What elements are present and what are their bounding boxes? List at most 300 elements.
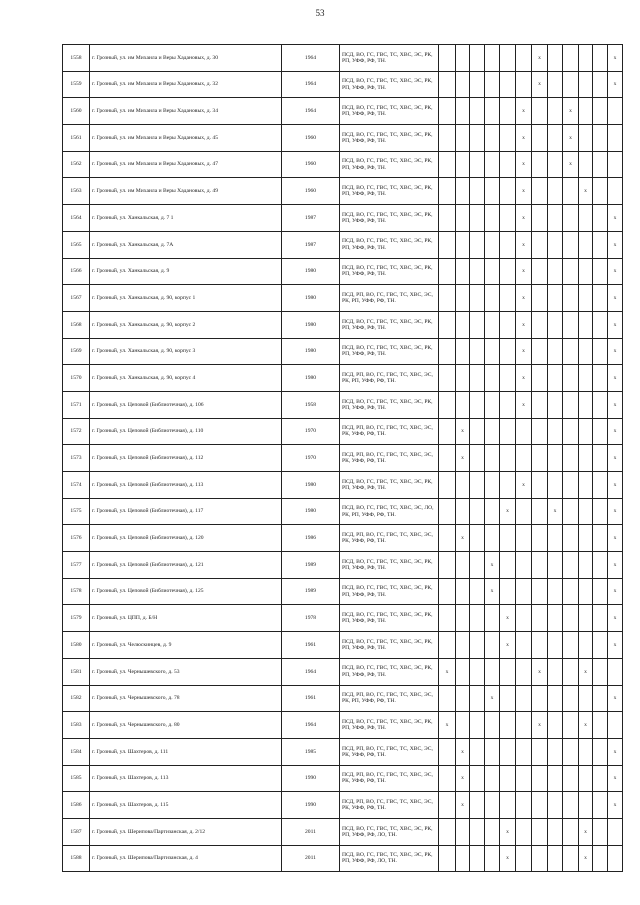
mark-cell xyxy=(439,472,456,499)
mark-cell xyxy=(470,205,485,232)
table-row xyxy=(63,98,623,125)
works-list-cell: ПСД, ВО, ГС, ГВС, ТС, ХВС, ЭС, РК, РП, УФФ, РФ, ТН. xyxy=(340,472,439,499)
mark-cell xyxy=(470,632,485,659)
mark-cell xyxy=(516,311,532,338)
works-list-cell: ПСД, ВО, ГС, ГВС, ТС, ХВС, ЭС, РК, РП, УФФ, РФ, ЛО, ТН. xyxy=(340,818,439,845)
mark-cell xyxy=(439,658,456,685)
mark-cell xyxy=(456,285,470,312)
mark-cell xyxy=(608,258,623,285)
x-mark: x xyxy=(522,214,525,221)
mark-cell xyxy=(579,151,593,178)
mark-cell xyxy=(439,338,456,365)
mark-cell xyxy=(608,285,623,312)
mark-cell xyxy=(579,632,593,659)
table-row xyxy=(63,125,623,152)
mark-cell xyxy=(516,338,532,365)
mark-cell xyxy=(563,391,579,418)
mark-cell xyxy=(593,738,608,765)
mark-cell xyxy=(485,45,500,72)
x-mark: x xyxy=(522,241,525,248)
works-list-cell: ПСД, РП, ВО, ГС, ГВС, ТС, ХВС, ЭС, РК, УФФ, РФ, ТН. xyxy=(340,765,439,792)
mark-cell xyxy=(516,178,532,205)
x-mark: x xyxy=(490,561,494,568)
address-cell: г. Грозный, ул. Ханкальская, д. 7 1 xyxy=(90,205,282,232)
mark-cell xyxy=(593,205,608,232)
mark-cell xyxy=(456,365,470,392)
x-mark: x xyxy=(613,455,617,462)
mark-cell xyxy=(485,71,500,98)
works-list-cell: ПСД, РП, ВО, ГС, ГВС, ТС, ХВС, ЭС, РК, УФФ, РФ, ТН. xyxy=(340,418,439,445)
address-cell: г. Грозный, ул. Ханкальская, д. 90, корпус 4 xyxy=(90,365,282,392)
mark-cell xyxy=(579,712,593,739)
mark-cell xyxy=(470,712,485,739)
address-cell: г. Грозный, ул. Ханкальская, д. 7А xyxy=(90,231,282,258)
mark-cell xyxy=(563,685,579,712)
row-number-cell: 1585 xyxy=(63,765,90,792)
row-number-cell: 1570 xyxy=(63,365,90,392)
x-mark: x xyxy=(553,508,557,515)
mark-cell xyxy=(485,552,500,579)
works-list-cell: ПСД, ВО, ГС, ГВС, ТС, ХВС, ЭС, РК, РП, УФФ, РФ, ТН. xyxy=(340,605,439,632)
address-cell: г. Грозный, ул. Чернышевского, д. 53 xyxy=(90,658,282,685)
mark-cell xyxy=(548,311,563,338)
mark-cell xyxy=(563,632,579,659)
mark-cell xyxy=(563,98,579,125)
mark-cell xyxy=(532,418,548,445)
mark-cell xyxy=(485,178,500,205)
x-mark: x xyxy=(613,588,617,595)
works-list-cell: ПСД, ВО, ГС, ГВС, ТС, ХВС, ЭС, РК, РП, УФФ, РФ, ТН. xyxy=(340,231,439,258)
mark-cell xyxy=(456,338,470,365)
year-built-cell: 1964 xyxy=(282,712,340,739)
mark-cell xyxy=(500,285,516,312)
mark-cell xyxy=(579,578,593,605)
mark-cell xyxy=(593,285,608,312)
year-built-cell: 1980 xyxy=(282,338,340,365)
works-list-cell: ПСД, РП, ВО, ГС, ГВС, ТС, ХВС, ЭС, РК, РП, УФФ, РФ, ТН. xyxy=(340,285,439,312)
mark-cell xyxy=(500,845,516,872)
mark-cell xyxy=(485,98,500,125)
mark-cell xyxy=(532,45,548,72)
x-mark: x xyxy=(613,481,617,488)
mark-cell xyxy=(439,45,456,72)
x-mark: x xyxy=(445,668,449,675)
x-mark: x xyxy=(522,188,525,195)
mark-cell xyxy=(608,365,623,392)
mark-cell xyxy=(532,712,548,739)
row-number-cell: 1582 xyxy=(63,685,90,712)
mark-cell xyxy=(579,845,593,872)
mark-cell xyxy=(470,498,485,525)
mark-cell xyxy=(485,765,500,792)
mark-cell xyxy=(532,498,548,525)
mark-cell xyxy=(579,525,593,552)
year-built-cell: 1960 xyxy=(282,151,340,178)
mark-cell xyxy=(456,472,470,499)
year-built-cell: 1958 xyxy=(282,391,340,418)
mark-cell xyxy=(516,151,532,178)
address-cell: г. Грозный, ул. Цеповой (Библиотечная), д. 120 xyxy=(90,525,282,552)
mark-cell xyxy=(532,178,548,205)
mark-cell xyxy=(563,311,579,338)
mark-cell xyxy=(563,845,579,872)
mark-cell xyxy=(532,445,548,472)
x-mark: x xyxy=(584,828,587,835)
mark-cell xyxy=(593,418,608,445)
mark-cell xyxy=(500,45,516,72)
mark-cell xyxy=(548,712,563,739)
table-row xyxy=(63,552,623,579)
year-built-cell: 1987 xyxy=(282,205,340,232)
works-list-cell: ПСД, ВО, ГС, ГВС, ТС, ХВС, ЭС, РК, РП, УФФ, РФ, ТН. xyxy=(340,125,439,152)
mark-cell xyxy=(608,685,623,712)
x-mark: x xyxy=(613,321,617,328)
address-cell: г. Грозный, ул. Чернышевского, д. 80 xyxy=(90,712,282,739)
mark-cell xyxy=(532,525,548,552)
mark-cell xyxy=(456,605,470,632)
mark-cell xyxy=(516,498,532,525)
mark-cell xyxy=(500,552,516,579)
mark-cell xyxy=(516,605,532,632)
mark-cell xyxy=(532,231,548,258)
mark-cell xyxy=(563,818,579,845)
row-number-cell: 1567 xyxy=(63,285,90,312)
mark-cell xyxy=(516,418,532,445)
mark-cell xyxy=(548,258,563,285)
table-row xyxy=(63,765,623,792)
address-cell: г. Грозный, ул. им Михаила и Веры Хадановых, д. 47 xyxy=(90,151,282,178)
mark-cell xyxy=(548,845,563,872)
mark-cell xyxy=(532,285,548,312)
mark-cell xyxy=(456,45,470,72)
mark-cell xyxy=(470,311,485,338)
works-list-cell: ПСД, ВО, ГС, ГВС, ТС, ХВС, ЭС, РК, РП, УФФ, РФ, ТН. xyxy=(340,45,439,72)
x-mark: x xyxy=(613,241,617,248)
mark-cell xyxy=(593,845,608,872)
year-built-cell: 1980 xyxy=(282,498,340,525)
mark-cell xyxy=(470,258,485,285)
mark-cell xyxy=(500,311,516,338)
mark-cell xyxy=(548,632,563,659)
mark-cell xyxy=(439,765,456,792)
mark-cell xyxy=(608,418,623,445)
mark-cell xyxy=(439,792,456,819)
x-mark: x xyxy=(522,348,525,355)
mark-cell xyxy=(608,311,623,338)
x-mark: x xyxy=(613,535,617,542)
mark-cell xyxy=(470,178,485,205)
mark-cell xyxy=(548,818,563,845)
mark-cell xyxy=(608,845,623,872)
row-number-cell: 1572 xyxy=(63,418,90,445)
year-built-cell: 1961 xyxy=(282,685,340,712)
mark-cell xyxy=(500,205,516,232)
mark-cell xyxy=(593,178,608,205)
x-mark: x xyxy=(613,695,617,702)
mark-cell xyxy=(532,338,548,365)
address-cell: г. Грозный, ул. Цеповой (Библиотечная), д. 113 xyxy=(90,472,282,499)
row-number-cell: 1559 xyxy=(63,71,90,98)
x-mark: x xyxy=(613,214,617,221)
mark-cell xyxy=(593,818,608,845)
mark-cell xyxy=(485,258,500,285)
mark-cell xyxy=(608,738,623,765)
mark-cell xyxy=(439,205,456,232)
x-mark: x xyxy=(461,775,464,782)
mark-cell xyxy=(470,338,485,365)
mark-cell xyxy=(579,205,593,232)
mark-cell xyxy=(439,125,456,152)
mark-cell xyxy=(456,845,470,872)
mark-cell xyxy=(456,231,470,258)
mark-cell xyxy=(485,418,500,445)
mark-cell xyxy=(439,445,456,472)
mark-cell xyxy=(579,178,593,205)
mark-cell xyxy=(516,98,532,125)
works-list-cell: ПСД, РП, ВО, ГС, ГВС, ТС, ХВС, ЭС, РК, УФФ, РФ, ТН. xyxy=(340,525,439,552)
mark-cell xyxy=(516,765,532,792)
year-built-cell: 1986 xyxy=(282,525,340,552)
row-number-cell: 1576 xyxy=(63,525,90,552)
mark-cell xyxy=(563,712,579,739)
mark-cell xyxy=(516,578,532,605)
year-built-cell: 1964 xyxy=(282,71,340,98)
mark-cell xyxy=(439,552,456,579)
mark-cell xyxy=(500,578,516,605)
mark-cell xyxy=(579,552,593,579)
mark-cell xyxy=(470,365,485,392)
mark-cell xyxy=(579,125,593,152)
mark-cell xyxy=(485,632,500,659)
mark-cell xyxy=(516,231,532,258)
x-mark: x xyxy=(613,428,617,435)
mark-cell xyxy=(439,258,456,285)
mark-cell xyxy=(608,125,623,152)
works-list-cell: ПСД, РП, ВО, ГС, ГВС, ТС, ХВС, ЭС, РК, УФФ, РФ, ТН. xyxy=(340,445,439,472)
mark-cell xyxy=(456,445,470,472)
row-number-cell: 1568 xyxy=(63,311,90,338)
x-mark: x xyxy=(613,615,617,622)
works-list-cell: ПСД, РП, ВО, ГС, ГВС, ТС, ХВС, ЭС, РК, УФФ, РФ, ТН. xyxy=(340,792,439,819)
mark-cell xyxy=(439,632,456,659)
mark-cell xyxy=(579,45,593,72)
mark-cell xyxy=(456,632,470,659)
mark-cell xyxy=(593,712,608,739)
address-cell: г. Грозный, ул. Цеповой (Библиотечная), д. 106 xyxy=(90,391,282,418)
year-built-cell: 1989 xyxy=(282,552,340,579)
year-built-cell: 2011 xyxy=(282,845,340,872)
mark-cell xyxy=(593,632,608,659)
address-cell: г. Грозный, ул. им Михаила и Веры Хадановых, д. 34 xyxy=(90,98,282,125)
mark-cell xyxy=(579,792,593,819)
mark-cell xyxy=(579,685,593,712)
x-mark: x xyxy=(613,641,617,648)
mark-cell xyxy=(516,125,532,152)
mark-cell xyxy=(439,605,456,632)
mark-cell xyxy=(456,311,470,338)
mark-cell xyxy=(579,738,593,765)
mark-cell xyxy=(532,391,548,418)
mark-cell xyxy=(500,658,516,685)
mark-cell xyxy=(456,498,470,525)
table-row xyxy=(63,658,623,685)
mark-cell xyxy=(563,338,579,365)
works-list-cell: ПСД, ВО, ГС, ГВС, ТС, ХВС, ЭС, РК, РП, УФФ, РФ, ТН. xyxy=(340,98,439,125)
mark-cell xyxy=(485,818,500,845)
address-cell: г. Грозный, ул. Чернышевского, д. 78 xyxy=(90,685,282,712)
mark-cell xyxy=(439,365,456,392)
mark-cell xyxy=(485,231,500,258)
x-mark: x xyxy=(613,748,617,755)
mark-cell xyxy=(563,605,579,632)
x-mark: x xyxy=(569,108,572,115)
mark-cell xyxy=(439,845,456,872)
mark-cell xyxy=(548,525,563,552)
mark-cell xyxy=(548,285,563,312)
mark-cell xyxy=(500,525,516,552)
table-row xyxy=(63,178,623,205)
mark-cell xyxy=(500,418,516,445)
mark-cell xyxy=(579,765,593,792)
x-mark: x xyxy=(445,721,449,728)
mark-cell xyxy=(593,338,608,365)
table-row xyxy=(63,685,623,712)
mark-cell xyxy=(516,632,532,659)
mark-cell xyxy=(516,525,532,552)
year-built-cell: 1964 xyxy=(282,98,340,125)
mark-cell xyxy=(593,685,608,712)
mark-cell xyxy=(470,285,485,312)
mark-cell xyxy=(593,445,608,472)
mark-cell xyxy=(439,578,456,605)
works-list-cell: ПСД, ВО, ГС, ГВС, ТС, ХВС, ЭС, РК, РП, УФФ, РФ, ТН. xyxy=(340,391,439,418)
row-number-cell: 1575 xyxy=(63,498,90,525)
x-mark: x xyxy=(584,855,587,862)
mark-cell xyxy=(485,658,500,685)
mark-cell xyxy=(548,658,563,685)
mark-cell xyxy=(516,45,532,72)
table-row xyxy=(63,45,623,72)
mark-cell xyxy=(593,605,608,632)
works-list-cell: ПСД, ВО, ГС, ГВС, ТС, ХВС, ЭС, РК, РП, УФФ, РФ, ТН. xyxy=(340,258,439,285)
mark-cell xyxy=(470,45,485,72)
mark-cell xyxy=(485,578,500,605)
mark-cell xyxy=(532,552,548,579)
mark-cell xyxy=(456,71,470,98)
address-cell: г. Грозный, ул. Челюскинцев, д. 9 xyxy=(90,632,282,659)
table-row xyxy=(63,792,623,819)
x-mark: x xyxy=(613,401,617,408)
mark-cell xyxy=(516,658,532,685)
mark-cell xyxy=(548,125,563,152)
mark-cell xyxy=(500,605,516,632)
x-mark: x xyxy=(584,721,587,728)
table-row xyxy=(63,632,623,659)
mark-cell xyxy=(456,578,470,605)
mark-cell xyxy=(548,391,563,418)
mark-cell xyxy=(485,338,500,365)
mark-cell xyxy=(485,498,500,525)
mark-cell xyxy=(439,98,456,125)
mark-cell xyxy=(593,498,608,525)
mark-cell xyxy=(439,418,456,445)
mark-cell xyxy=(470,525,485,552)
year-built-cell: 1980 xyxy=(282,365,340,392)
mark-cell xyxy=(579,98,593,125)
year-built-cell: 1970 xyxy=(282,445,340,472)
mark-cell xyxy=(593,151,608,178)
address-cell: г. Грозный, ул. им Михаила и Веры Хадановых, д. 32 xyxy=(90,71,282,98)
x-mark: x xyxy=(569,161,572,168)
mark-cell xyxy=(470,418,485,445)
mark-cell xyxy=(500,685,516,712)
mark-cell xyxy=(548,765,563,792)
mark-cell xyxy=(548,578,563,605)
mark-cell xyxy=(548,365,563,392)
address-cell: г. Грозный, ул. Цеповой (Библиотечная), д. 121 xyxy=(90,552,282,579)
row-number-cell: 1566 xyxy=(63,258,90,285)
row-number-cell: 1560 xyxy=(63,98,90,125)
mark-cell xyxy=(548,472,563,499)
x-mark: x xyxy=(538,668,541,675)
table-row xyxy=(63,472,623,499)
address-cell: г. Грозный, ул. Шахтеров, д. 115 xyxy=(90,792,282,819)
mark-cell xyxy=(563,258,579,285)
address-cell: г. Грозный, ул. им Михаила и Веры Хадановых, д. 30 xyxy=(90,45,282,72)
mark-cell xyxy=(439,151,456,178)
row-number-cell: 1573 xyxy=(63,445,90,472)
mark-cell xyxy=(470,792,485,819)
mark-cell xyxy=(485,445,500,472)
x-mark: x xyxy=(506,615,509,622)
mark-cell xyxy=(439,178,456,205)
row-number-cell: 1565 xyxy=(63,231,90,258)
mark-cell xyxy=(563,792,579,819)
mark-cell xyxy=(500,71,516,98)
year-built-cell: 1990 xyxy=(282,792,340,819)
mark-cell xyxy=(608,391,623,418)
table-row xyxy=(63,712,623,739)
row-number-cell: 1558 xyxy=(63,45,90,72)
mark-cell xyxy=(485,205,500,232)
row-number-cell: 1569 xyxy=(63,338,90,365)
year-built-cell: 1964 xyxy=(282,658,340,685)
row-number-cell: 1587 xyxy=(63,818,90,845)
table-row xyxy=(63,418,623,445)
mark-cell xyxy=(563,205,579,232)
mark-cell xyxy=(516,685,532,712)
address-cell: г. Грозный, ул. Цеповой (Библиотечная), д. 112 xyxy=(90,445,282,472)
mark-cell xyxy=(548,498,563,525)
mark-cell xyxy=(516,552,532,579)
mark-cell xyxy=(500,445,516,472)
mark-cell xyxy=(563,738,579,765)
mark-cell xyxy=(593,258,608,285)
mark-cell xyxy=(593,765,608,792)
table-row xyxy=(63,445,623,472)
row-number-cell: 1563 xyxy=(63,178,90,205)
row-number-cell: 1571 xyxy=(63,391,90,418)
mark-cell xyxy=(485,605,500,632)
mark-cell xyxy=(500,738,516,765)
mark-cell xyxy=(470,98,485,125)
x-mark: x xyxy=(613,374,617,381)
x-mark: x xyxy=(569,134,572,141)
mark-cell xyxy=(532,845,548,872)
table-row xyxy=(63,391,623,418)
mark-cell xyxy=(456,658,470,685)
mark-cell xyxy=(470,685,485,712)
